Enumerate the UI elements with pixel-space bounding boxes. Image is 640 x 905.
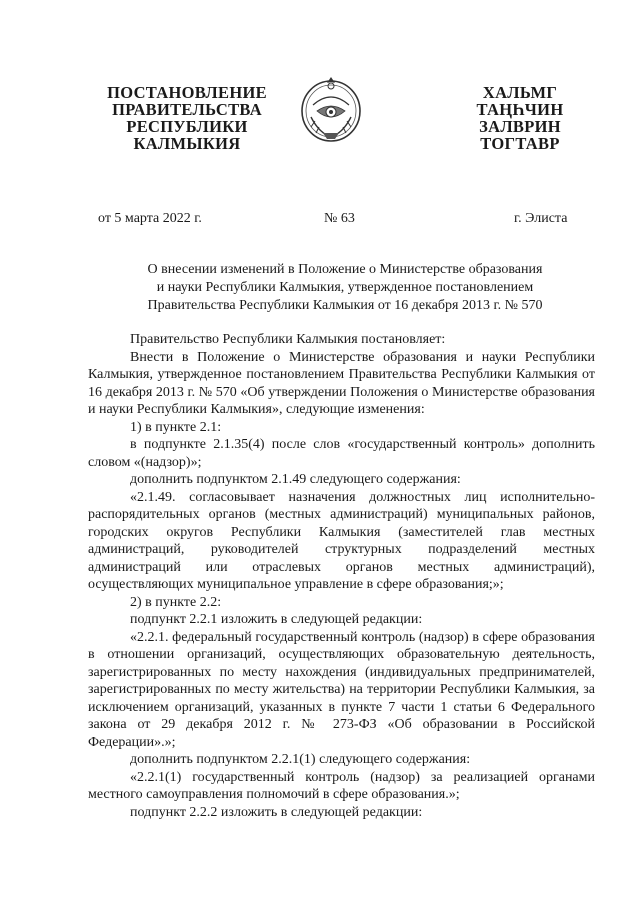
title-line: и науки Республики Калмыкия, утвержденное постановлением (156, 280, 534, 295)
header-right-line: ТОГТАВР (480, 134, 560, 153)
coat-of-arms-icon (299, 71, 363, 143)
document-place: г. Элиста (514, 211, 568, 226)
paragraph: 2) в пункте 2.2: (130, 594, 222, 610)
paragraph: «2.1.49. согласовывает назначения должностных лиц исполнительно-распорядительных органов (местных администраций) муниципальных районов, городских округов Республики Калмыкия (заместителей глав местных администраций, руководителей структурных подразделений местных администраций или отраслевых органов местных администраций), осуществляющих муниципальное управление в сфере образования;»; (88, 489, 595, 592)
header-right-line: ТАҢҺЧИН (476, 100, 564, 119)
header-left-line: ПРАВИТЕЛЬСТВА (112, 100, 262, 119)
document-title (95, 261, 595, 315)
paragraph: Правительство Республики Калмыкия постановляет: (130, 332, 446, 347)
document-body (88, 331, 595, 821)
paragraph: дополнить подпунктом 2.2.1(1) следующего содержания: (130, 752, 471, 767)
header-left-title (92, 84, 282, 152)
header-right-title (455, 84, 585, 152)
paragraph: в подпункте 2.1.35(4) после слов «государственный контроль» дополнить словом «(надзор)»; (88, 437, 595, 470)
header-right-line: ЗАЛВРИН (479, 117, 561, 136)
paragraph: подпункт 2.2.1 изложить в следующей редакции: (130, 612, 423, 627)
header-right-line: ХАЛЬМГ (482, 83, 558, 102)
header-left-line: РЕСПУБЛИКИ (126, 117, 248, 136)
header-left-line: КАЛМЫКИЯ (133, 134, 241, 153)
header-left-line: ПОСТАНОВЛЕНИЕ (107, 83, 267, 102)
document-date: от 5 марта 2022 г. (98, 211, 202, 226)
paragraph: «2.2.1. федеральный государственный контроль (надзор) в сфере образования в отношении организаций, осуществляющих образовательную деятельность, зарегистрированных по месту нахождения (индивидуальных предпринимателей, зарегистрированных по месту жительства) на территории Республики Калмыкия, за исключением организаций, указанных в пункте 7 части 1 статьи 6 Федерального закона от 29 декабря 2012 г. № 273-ФЗ «Об образовании в Российской Федерации».»; (88, 629, 595, 750)
title-line: О внесении изменений в Положение о Министерстве образования (147, 262, 543, 277)
paragraph: Внести в Положение о Министерстве образования и науки Республики Калмыкия, утвержденное постановлением Правительства Республики Калмыкия от 16 декабря 2013 г. № 570 «Об утверждении Положения о Министерстве образования и науки Республики Калмыкия», следующие изменения: (88, 349, 595, 417)
paragraph: 1) в пункте 2.1: (130, 419, 222, 435)
paragraph: «2.2.1(1) государственный контроль (надзор) за реализацией органами местного самоуправления полномочий в сфере образования.»; (88, 769, 595, 802)
title-line: Правительства Республики Калмыкия от 16 декабря 2013 г. № 570 (147, 298, 543, 313)
paragraph: дополнить подпунктом 2.1.49 следующего содержания: (130, 472, 461, 487)
document-number: № 63 (324, 211, 355, 226)
paragraph: подпункт 2.2.2 изложить в следующей редакции: (130, 804, 423, 820)
